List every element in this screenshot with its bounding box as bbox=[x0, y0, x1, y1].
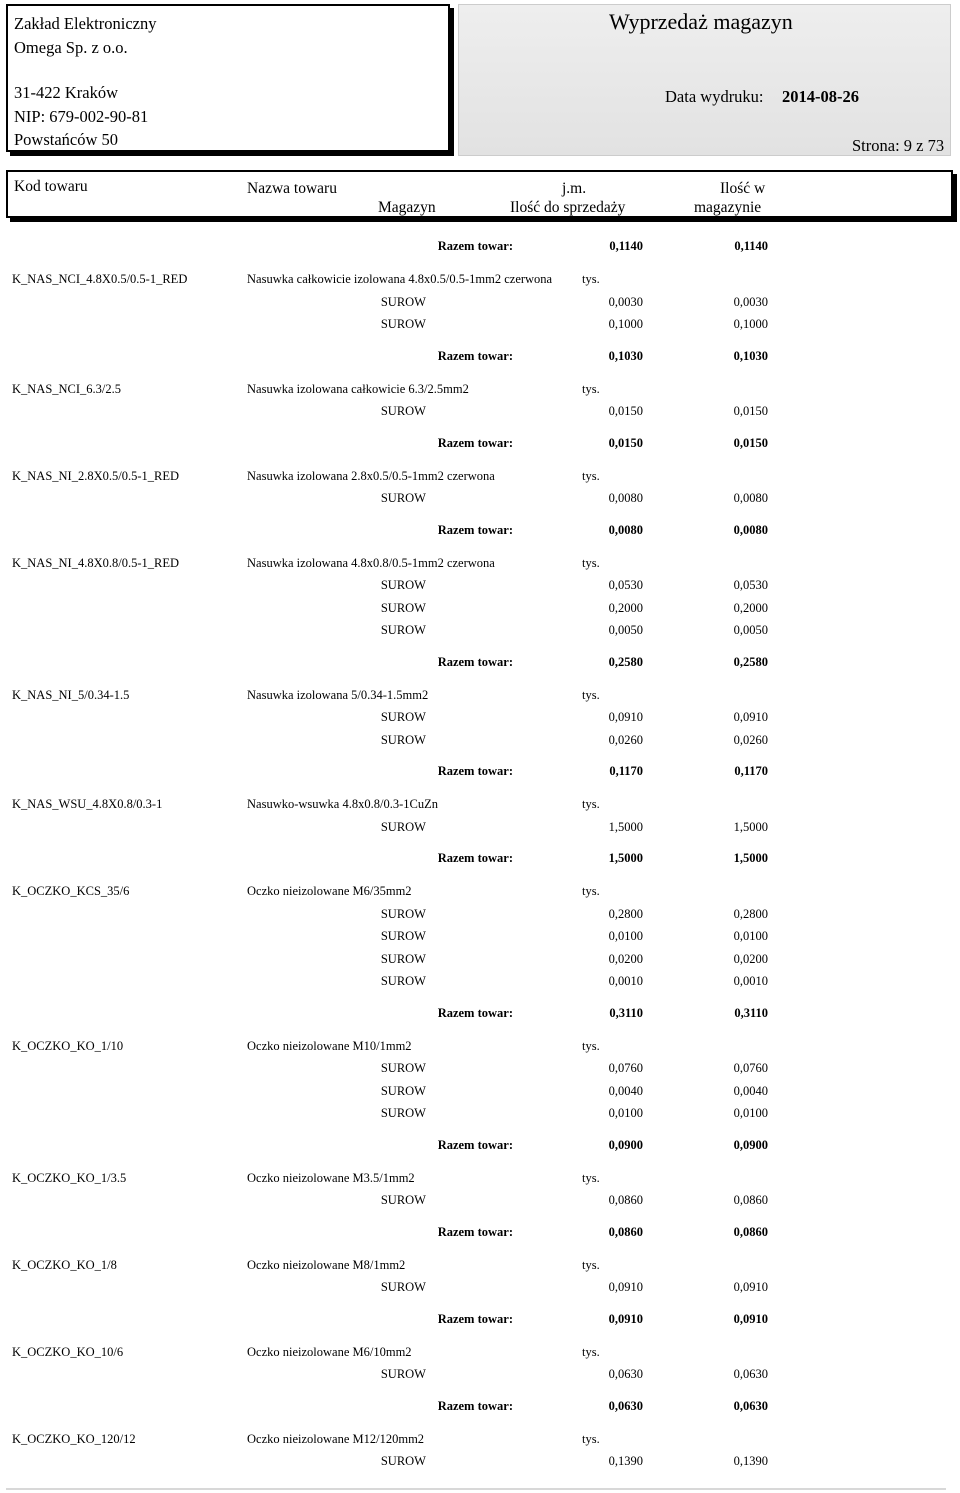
product-code: K_NAS_NI_2.8X0.5/0.5-1_RED bbox=[12, 468, 180, 483]
warehouse-name: SUROW bbox=[380, 951, 426, 966]
column-header-box bbox=[6, 170, 953, 218]
unit: tys. bbox=[582, 687, 600, 702]
total-qty-sale: 0,0630 bbox=[608, 1398, 643, 1413]
product-code: K_OCZKO_KO_120/12 bbox=[12, 1431, 136, 1446]
warehouse-name: SUROW bbox=[380, 819, 426, 834]
print-date-value: 2014-08-26 bbox=[782, 87, 859, 106]
total-qty-sale: 0,0150 bbox=[608, 435, 643, 450]
product-name: Oczko nieizolowane M6/10mm2 bbox=[247, 1344, 412, 1359]
total-label: Razem towar: bbox=[437, 764, 513, 778]
total-qty-stock: 0,0900 bbox=[733, 1137, 768, 1152]
unit: tys. bbox=[582, 555, 600, 570]
column-header-warehouse: Magazyn bbox=[378, 199, 436, 216]
warehouse-name: SUROW bbox=[380, 1106, 426, 1120]
qty-stock: 0,0860 bbox=[733, 1193, 768, 1207]
qty-sale: 0,0040 bbox=[608, 1083, 643, 1098]
qty-stock: 0,0260 bbox=[733, 732, 768, 747]
product-name: Nasuwka izolowana 4.8x0.8/0.5-1mm2 czerwona bbox=[247, 555, 495, 570]
product-code: K_NAS_NI_5/0.34-1.5 bbox=[12, 687, 130, 702]
qty-stock: 0,0910 bbox=[733, 710, 768, 724]
column-header-unit: j.m. bbox=[562, 180, 587, 197]
product-name: Nasuwko-wsuwka 4.8x0.8/0.3-1CuZn bbox=[247, 797, 438, 811]
qty-sale: 0,0530 bbox=[608, 578, 643, 592]
unit: tys. bbox=[582, 797, 600, 811]
qty-sale: 0,0080 bbox=[608, 491, 643, 505]
column-header-code: Kod towaru bbox=[14, 178, 88, 195]
qty-stock: 0,1390 bbox=[733, 1454, 768, 1468]
qty-sale: 0,0100 bbox=[608, 929, 643, 943]
unit: tys. bbox=[582, 1170, 600, 1185]
qty-stock: 0,2800 bbox=[733, 906, 768, 921]
qty-sale: 0,2800 bbox=[608, 906, 643, 921]
print-date-label: Data wydruku: bbox=[665, 87, 764, 106]
qty-stock: 0,0760 bbox=[733, 1061, 768, 1075]
total-label: Razem towar: bbox=[437, 435, 513, 450]
qty-sale: 0,0030 bbox=[608, 294, 643, 309]
warehouse-name: SUROW bbox=[380, 906, 426, 921]
total-qty-stock: 0,0150 bbox=[733, 435, 768, 450]
qty-stock: 0,0530 bbox=[733, 578, 768, 592]
qty-stock: 0,2000 bbox=[733, 600, 768, 615]
unit: tys. bbox=[582, 884, 600, 898]
unit: tys. bbox=[582, 1344, 600, 1359]
product-name: Oczko nieizolowane M10/1mm2 bbox=[247, 1038, 412, 1053]
total-qty-sale: 0,0860 bbox=[608, 1224, 643, 1239]
product-name: Nasuwka całkowicie izolowana 4.8x0.5/0.5-1mm2 czerwona bbox=[247, 272, 553, 286]
qty-sale: 0,0150 bbox=[608, 404, 643, 418]
qty-stock: 1,5000 bbox=[733, 819, 768, 834]
qty-stock: 0,0200 bbox=[733, 951, 768, 966]
total-qty-sale: 1,5000 bbox=[608, 851, 643, 865]
unit: tys. bbox=[582, 1038, 600, 1053]
warehouse-name: SUROW bbox=[380, 929, 426, 943]
unit: tys. bbox=[582, 468, 600, 483]
qty-sale: 0,0050 bbox=[608, 623, 643, 637]
total-qty-stock: 1,5000 bbox=[733, 851, 768, 865]
total-qty-sale: 0,1170 bbox=[609, 764, 643, 778]
warehouse-name: SUROW bbox=[380, 317, 426, 331]
product-name: Oczko nieizolowane M12/120mm2 bbox=[247, 1431, 425, 1446]
total-qty-stock: 0,1030 bbox=[733, 348, 768, 363]
product-name: Nasuwka izolowana całkowicie 6.3/2.5mm2 bbox=[247, 381, 469, 396]
total-qty-sale: 0,1140 bbox=[609, 239, 643, 253]
warehouse-name: SUROW bbox=[380, 294, 426, 309]
company-city: 31-422 Kraków bbox=[14, 83, 119, 102]
qty-sale: 0,1390 bbox=[608, 1454, 643, 1468]
qty-sale: 0,0910 bbox=[608, 710, 643, 724]
qty-sale: 1,5000 bbox=[608, 819, 643, 834]
product-name: Oczko nieizolowane M6/35mm2 bbox=[247, 884, 412, 898]
warehouse-name: SUROW bbox=[380, 404, 426, 418]
qty-sale: 0,0860 bbox=[608, 1193, 643, 1207]
warehouse-name: SUROW bbox=[380, 1083, 426, 1098]
qty-stock: 0,1000 bbox=[733, 317, 768, 331]
total-qty-sale: 0,0080 bbox=[608, 522, 643, 537]
qty-stock: 0,0030 bbox=[733, 294, 768, 309]
warehouse-name: SUROW bbox=[380, 732, 426, 747]
product-name: Nasuwka izolowana 5/0.34-1.5mm2 bbox=[247, 687, 429, 702]
qty-stock: 0,0910 bbox=[733, 1280, 768, 1294]
total-label: Razem towar: bbox=[437, 851, 513, 865]
warehouse-name: SUROW bbox=[380, 1367, 426, 1381]
company-name-line1: Zakład Elektroniczny bbox=[14, 14, 157, 33]
product-code: K_NAS_WSU_4.8X0.8/0.3-1 bbox=[12, 797, 163, 811]
warehouse-name: SUROW bbox=[380, 1193, 426, 1207]
product-code: K_OCZKO_KCS_35/6 bbox=[12, 884, 130, 898]
qty-sale: 0,0100 bbox=[608, 1106, 643, 1120]
qty-sale: 0,0910 bbox=[608, 1280, 643, 1294]
total-qty-stock: 0,0080 bbox=[733, 522, 768, 537]
total-qty-stock: 0,1170 bbox=[734, 764, 768, 778]
product-name: Nasuwka izolowana 2.8x0.5/0.5-1mm2 czerwona bbox=[247, 468, 495, 483]
product-code: K_NAS_NCI_6.3/2.5 bbox=[12, 381, 122, 396]
qty-sale: 0,0760 bbox=[608, 1061, 643, 1075]
total-qty-stock: 0,1140 bbox=[734, 239, 768, 253]
total-qty-stock: 0,0860 bbox=[733, 1224, 768, 1239]
warehouse-name: SUROW bbox=[380, 578, 426, 592]
column-header-qty-stock-line1: Ilość w bbox=[720, 180, 766, 197]
qty-stock: 0,0010 bbox=[733, 974, 768, 988]
qty-stock: 0,0100 bbox=[733, 1106, 768, 1120]
bottom-rule bbox=[6, 1488, 946, 1490]
total-qty-stock: 0,0910 bbox=[733, 1311, 768, 1326]
total-qty-sale: 0,0900 bbox=[608, 1137, 643, 1152]
total-label: Razem towar: bbox=[437, 1005, 513, 1020]
unit: tys. bbox=[582, 272, 600, 286]
warehouse-name: SUROW bbox=[380, 600, 426, 615]
total-label: Razem towar: bbox=[437, 348, 513, 363]
page-number: Strona: 9 z 73 bbox=[852, 136, 945, 155]
warehouse-name: SUROW bbox=[380, 710, 426, 724]
total-label: Razem towar: bbox=[437, 1311, 513, 1326]
product-code: K_OCZKO_KO_1/8 bbox=[12, 1257, 117, 1272]
qty-stock: 0,0080 bbox=[733, 491, 768, 505]
qty-sale: 0,0010 bbox=[608, 974, 643, 988]
warehouse-name: SUROW bbox=[380, 1280, 426, 1294]
company-nip: NIP: 679-002-90-81 bbox=[14, 107, 149, 126]
total-label: Razem towar: bbox=[437, 1137, 513, 1152]
report-title: Wyprzedaż magazyn bbox=[609, 9, 793, 34]
company-info-box bbox=[6, 4, 450, 152]
total-label: Razem towar: bbox=[437, 522, 513, 537]
qty-stock: 0,0100 bbox=[733, 929, 768, 943]
total-qty-stock: 0,0630 bbox=[733, 1398, 768, 1413]
qty-sale: 0,2000 bbox=[608, 600, 643, 615]
qty-stock: 0,0630 bbox=[733, 1367, 768, 1381]
product-code: K_OCZKO_KO_10/6 bbox=[12, 1344, 124, 1359]
product-code: K_NAS_NI_4.8X0.8/0.5-1_RED bbox=[12, 555, 180, 570]
warehouse-name: SUROW bbox=[380, 491, 426, 505]
product-code: K_NAS_NCI_4.8X0.5/0.5-1_RED bbox=[12, 272, 188, 286]
total-label: Razem towar: bbox=[437, 239, 513, 253]
total-qty-sale: 0,1030 bbox=[608, 348, 643, 363]
qty-sale: 0,0260 bbox=[608, 732, 643, 747]
qty-sale: 0,1000 bbox=[608, 317, 643, 331]
warehouse-name: SUROW bbox=[380, 623, 426, 637]
unit: tys. bbox=[582, 1257, 600, 1272]
total-qty-sale: 0,2580 bbox=[608, 654, 643, 669]
total-label: Razem towar: bbox=[437, 1398, 513, 1413]
column-header-qty-stock-line2: magazynie bbox=[694, 199, 762, 216]
qty-stock: 0,0050 bbox=[733, 623, 768, 637]
product-code: K_OCZKO_KO_1/10 bbox=[12, 1038, 124, 1053]
product-name: Oczko nieizolowane M8/1mm2 bbox=[247, 1257, 406, 1272]
total-label: Razem towar: bbox=[437, 654, 513, 669]
company-street: Powstańców 50 bbox=[14, 130, 119, 149]
product-code: K_OCZKO_KO_1/3.5 bbox=[12, 1170, 127, 1185]
warehouse-name: SUROW bbox=[380, 1454, 426, 1468]
company-name-line2: Omega Sp. z o.o. bbox=[14, 38, 128, 57]
qty-sale: 0,0630 bbox=[608, 1367, 643, 1381]
warehouse-name: SUROW bbox=[380, 974, 426, 988]
total-qty-sale: 0,3110 bbox=[609, 1005, 643, 1020]
total-label: Razem towar: bbox=[437, 1224, 513, 1239]
product-name: Oczko nieizolowane M3.5/1mm2 bbox=[247, 1170, 415, 1185]
qty-stock: 0,0040 bbox=[733, 1083, 768, 1098]
total-qty-stock: 0,3110 bbox=[734, 1005, 768, 1020]
column-header-name: Nazwa towaru bbox=[247, 180, 337, 197]
unit: tys. bbox=[582, 381, 600, 396]
unit: tys. bbox=[582, 1431, 600, 1446]
total-qty-stock: 0,2580 bbox=[733, 654, 768, 669]
total-qty-sale: 0,0910 bbox=[608, 1311, 643, 1326]
warehouse-name: SUROW bbox=[380, 1061, 426, 1075]
qty-sale: 0,0200 bbox=[608, 951, 643, 966]
qty-stock: 0,0150 bbox=[733, 404, 768, 418]
column-header-qty-sale: Ilość do sprzedaży bbox=[510, 199, 626, 216]
report-header-box bbox=[458, 4, 951, 156]
